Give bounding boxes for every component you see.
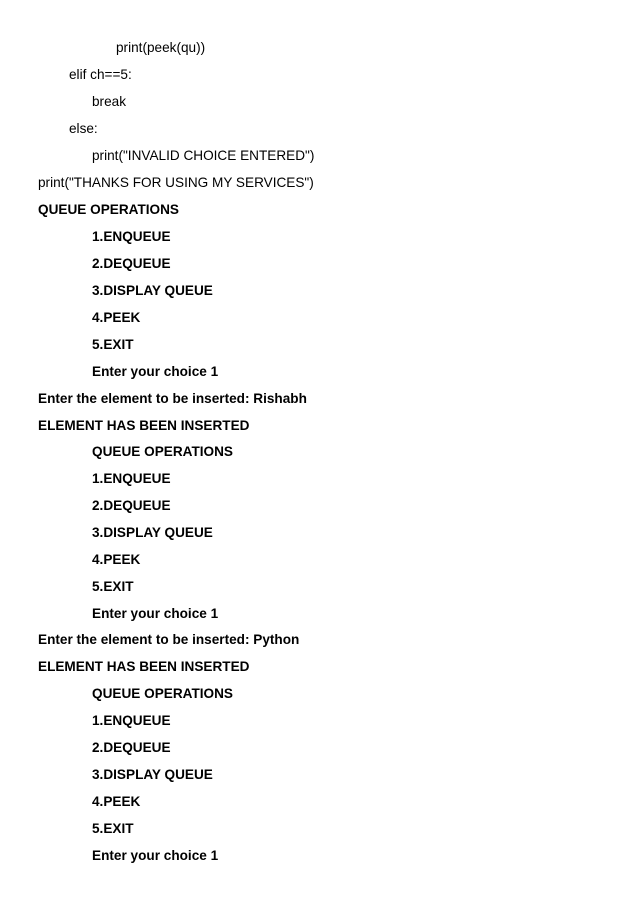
code-line-else: else:: [69, 121, 98, 136]
output-menu-item: 2.DEQUEUE: [92, 740, 171, 755]
output-menu-item: 3.DISPLAY QUEUE: [92, 767, 213, 782]
output-menu-item: 1.ENQUEUE: [92, 471, 171, 486]
output-choice-prompt: Enter your choice 1: [92, 364, 219, 379]
output-menu-item: 3.DISPLAY QUEUE: [92, 525, 213, 540]
output-menu-item: 1.ENQUEUE: [92, 713, 171, 728]
output-menu-item: 5.EXIT: [92, 821, 134, 836]
code-line-print-peek: print(peek(qu)): [116, 40, 206, 55]
output-choice-prompt: Enter your choice 1: [92, 848, 219, 863]
code-line-elif: elif ch==5:: [69, 67, 132, 82]
output-menu-item: 4.PEEK: [92, 552, 141, 567]
output-menu-item: 4.PEEK: [92, 310, 141, 325]
output-choice-prompt: Enter your choice 1: [92, 606, 219, 621]
code-line-invalid-choice: print("INVALID CHOICE ENTERED"): [92, 148, 315, 163]
output-menu-item: 3.DISPLAY QUEUE: [92, 283, 213, 298]
output-insert-prompt: Enter the element to be inserted: Python: [38, 632, 300, 647]
output-insert-prompt: Enter the element to be inserted: Rishabh: [38, 391, 307, 406]
output-menu-title: QUEUE OPERATIONS: [92, 444, 233, 459]
output-menu-title: QUEUE OPERATIONS: [92, 686, 233, 701]
code-line-thanks: print("THANKS FOR USING MY SERVICES"): [38, 175, 314, 190]
output-menu-item: 2.DEQUEUE: [92, 256, 171, 271]
output-insert-confirmation: ELEMENT HAS BEEN INSERTED: [38, 418, 250, 433]
code-line-break: break: [92, 94, 127, 109]
output-insert-confirmation: ELEMENT HAS BEEN INSERTED: [38, 659, 250, 674]
output-menu-item: 1.ENQUEUE: [92, 229, 171, 244]
output-menu-title: QUEUE OPERATIONS: [38, 202, 179, 217]
output-menu-item: 5.EXIT: [92, 579, 134, 594]
output-menu-item: 2.DEQUEUE: [92, 498, 171, 513]
output-menu-item: 5.EXIT: [92, 337, 134, 352]
output-menu-item: 4.PEEK: [92, 794, 141, 809]
